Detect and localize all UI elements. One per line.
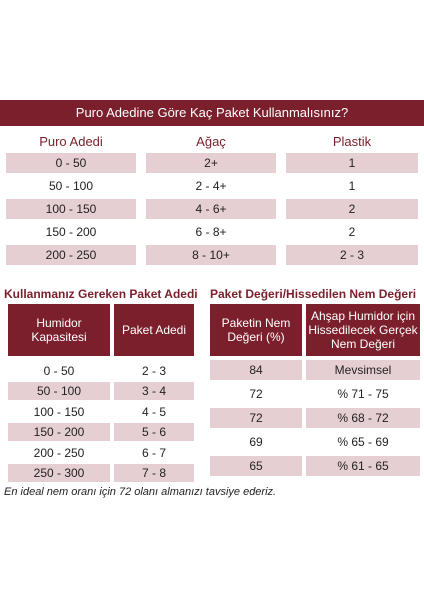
top-table-cell: 0 - 50 <box>6 153 136 173</box>
left-table-title: Kullanmanız Gereken Paket Adedi <box>4 287 198 301</box>
footnote: En ideal nem oranı için 72 olanı almanızı tavsiye ederiz. <box>4 486 277 498</box>
top-table-cell: 2 - 4+ <box>146 176 276 196</box>
left-table-cell: 100 - 150 <box>8 403 110 421</box>
left-header-count: Paket Adedi <box>114 304 194 356</box>
top-table-cell: 6 - 8+ <box>146 222 276 242</box>
left-table-cell: 50 - 100 <box>8 382 110 400</box>
top-table-cell: 2 - 3 <box>286 245 418 265</box>
top-table-cell: 150 - 200 <box>6 222 136 242</box>
top-table-cell: 100 - 150 <box>6 199 136 219</box>
top-table-cell: 50 - 100 <box>6 176 136 196</box>
right-table-cell: % 65 - 69 <box>306 432 420 452</box>
left-table-cell: 250 - 300 <box>8 464 110 482</box>
col-header-puro-adedi: Puro Adedi <box>39 134 103 149</box>
col-header-plastik: Plastik <box>332 134 372 149</box>
right-table-cell: % 61 - 65 <box>306 456 420 476</box>
top-table-cell: 1 <box>286 153 418 173</box>
top-table-cell: 200 - 250 <box>6 245 136 265</box>
right-table-cell: 72 <box>210 384 302 404</box>
right-table-cell: % 71 - 75 <box>306 384 420 404</box>
col-header-agac: Ağaç <box>196 134 226 149</box>
top-table-cell: 1 <box>286 176 418 196</box>
top-table-cell: 8 - 10+ <box>146 245 276 265</box>
left-table-cell: 6 - 7 <box>114 444 194 462</box>
top-table-cell: 2+ <box>146 153 276 173</box>
right-header-nem: Paketin Nem Değeri (%) <box>210 304 302 356</box>
right-table-cell: 65 <box>210 456 302 476</box>
left-table-cell: 5 - 6 <box>114 423 194 441</box>
left-header-capacity: Humidor Kapasitesi <box>8 304 110 356</box>
top-table-title: Puro Adedine Göre Kaç Paket Kullanmalısınız? <box>0 100 424 126</box>
top-table-cell: 4 - 6+ <box>146 199 276 219</box>
top-table-cell: 2 <box>286 222 418 242</box>
right-table-cell: 84 <box>210 360 302 380</box>
right-table-cell: 72 <box>210 408 302 428</box>
left-table-cell: 150 - 200 <box>8 423 110 441</box>
right-table-cell: Mevsimsel <box>306 360 420 380</box>
right-header-gercek: Ahşap Humidor için Hissedilecek Gerçek Nem Değeri <box>306 304 420 356</box>
left-table-cell: 3 - 4 <box>114 382 194 400</box>
top-table-cell: 2 <box>286 199 418 219</box>
left-table-cell: 2 - 3 <box>114 362 194 380</box>
left-table-cell: 200 - 250 <box>8 444 110 462</box>
right-table-cell: 69 <box>210 432 302 452</box>
left-table-cell: 7 - 8 <box>114 464 194 482</box>
left-table-cell: 4 - 5 <box>114 403 194 421</box>
right-table-cell: % 68 - 72 <box>306 408 420 428</box>
left-table-cell: 0 - 50 <box>8 362 110 380</box>
right-table-title: Paket Değeri/Hissedilen Nem Değeri <box>210 287 417 301</box>
